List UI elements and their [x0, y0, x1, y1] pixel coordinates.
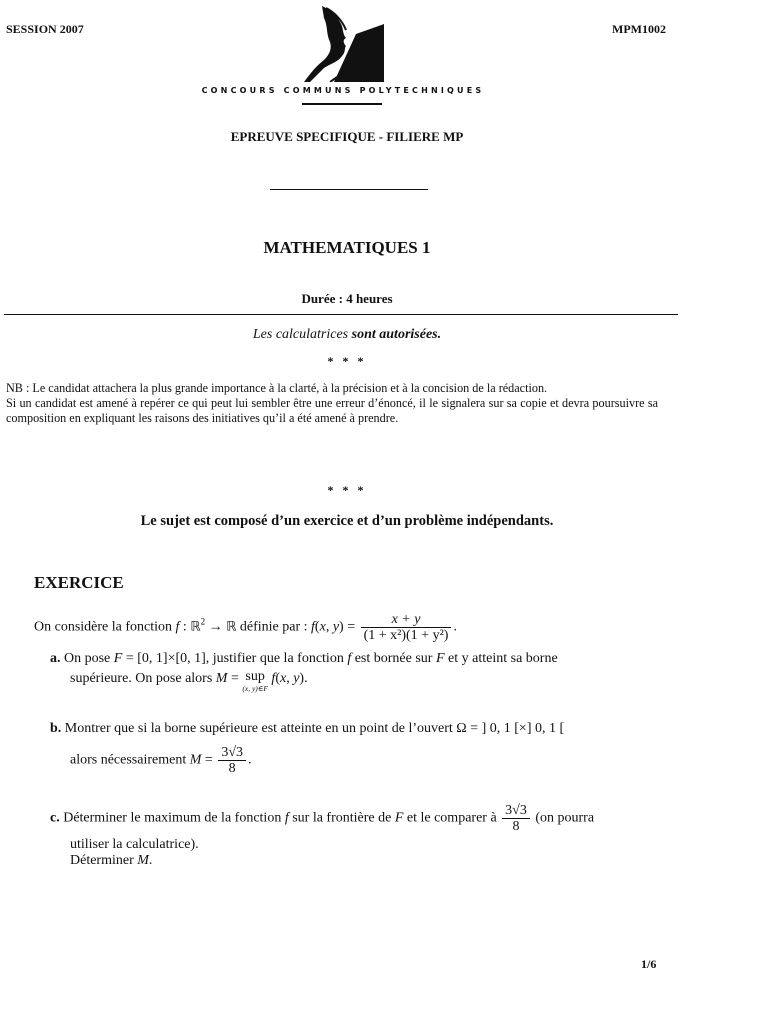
fraction-denominator: 8	[218, 760, 246, 776]
item-text: On pose	[64, 651, 114, 666]
organization-name: CONCOURS COMMUNS POLYTECHNIQUES	[201, 86, 485, 95]
title-divider	[270, 189, 428, 190]
item-text: (on pourra	[531, 810, 595, 826]
item-text: et y atteint sa borne	[444, 651, 558, 666]
fraction-denominator: (1 + x²)(1 + y²)	[361, 627, 452, 643]
item-text: et le comparer à	[403, 810, 501, 826]
subject-title: MATHEMATIQUES 1	[263, 238, 431, 257]
item-b-line1: b. Montrer que si la borne supérieure est atteinte en un point de l’ouvert Ω = ] 0, 1 [×] 0, 1 [	[50, 721, 565, 736]
exam-code: MPM1002	[612, 22, 666, 36]
calculator-notice	[0, 327, 694, 343]
item-text: Déterminer le maximum de la fonction	[63, 810, 285, 826]
item-c-line1: c. Déterminer le maximum de la fonction f sur la frontière de F et le comparer à $\frac{3√3}{8}$ (on pourra	[50, 803, 595, 834]
item-b-line2: alors nécessairement M = $\frac{3√3}{8}$ .	[70, 745, 252, 776]
nb-paragraph: NB : Le candidat attachera la plus grande importance à la clarté, à la précision et à la concision de la rédaction.	[6, 381, 548, 395]
item-text: est bornée sur	[351, 651, 436, 666]
intro-text: On considère la fonction	[34, 619, 176, 635]
organization-underline	[302, 103, 382, 105]
sup-operator: sup (x, y)∈F	[242, 669, 268, 693]
item-a-label: a.	[50, 651, 61, 666]
item-text: Déterminer	[70, 853, 138, 868]
item-text: , justifier que la fonction	[205, 651, 348, 666]
intro-text: définie par :	[236, 619, 312, 635]
compare-fraction	[502, 803, 530, 834]
separator-stars: * * *	[327, 483, 367, 497]
item-c-line2: utiliser la calculatrice).	[70, 837, 199, 852]
item-a-line2: supérieure. On pose alors M = sup (x, y)∈F f(x, y).	[70, 669, 308, 693]
item-c-label: c.	[50, 810, 60, 826]
item-text: alors nécessairement	[70, 752, 190, 768]
item-text: sur la frontière de	[288, 810, 395, 826]
separator-stars: * * *	[327, 354, 367, 368]
item-a-line1: a. On pose F = [0, 1]×[0, 1], justifier que la fonction f est bornée sur F et y atteint sa borne	[50, 651, 558, 666]
exercise-title: EXERCICE	[34, 573, 124, 592]
page-number: 1/6	[641, 957, 657, 971]
calculator-notice-italic: Les calculatrices	[252, 327, 349, 342]
nb-paragraph: Si un candidat est amené à repérer ce qui peut lui sembler être une erreur d’énoncé, il le signalera sur sa copie et devra poursuivre sa composition en expliquant les raisons des initiatives qu’il a été amené à prendre.	[6, 396, 658, 425]
calculator-notice-bold: sont autorisées.	[351, 327, 442, 342]
exercise-intro: On considère la fonction f : ℝ$^2$ → ℝ définie par : f(x, y) = $\frac{x + y}{\text{(1 + x²)(1 + y²)}}$ .	[34, 612, 457, 643]
ccp-logo	[300, 4, 386, 82]
header-divider	[4, 314, 678, 315]
fraction-numerator: 3√3	[505, 803, 527, 818]
item-b-label: b.	[50, 721, 62, 736]
exam-duration: Durée : 4 heures	[301, 291, 393, 306]
max-fraction	[218, 745, 246, 776]
exam-title: EPREUVE SPECIFIQUE - FILIERE MP	[230, 129, 464, 144]
fraction-numerator: x + y	[391, 612, 421, 627]
fraction-numerator: 3√3	[221, 745, 243, 760]
nb-instructions	[6, 381, 658, 426]
item-text: Montrer que si la borne supérieure est atteinte en un point de l’ouvert	[64, 721, 457, 736]
session-label: SESSION 2007	[6, 22, 84, 36]
item-c-line3: Déterminer M.	[70, 853, 153, 868]
function-fraction	[361, 612, 452, 643]
composition-statement: Le sujet est composé d’un exercice et d’un problème indépendants.	[140, 513, 554, 529]
fraction-denominator: 8	[502, 818, 530, 834]
item-text: supérieure. On pose alors	[70, 671, 216, 686]
sup-limit: (x, y)∈F	[242, 684, 268, 693]
